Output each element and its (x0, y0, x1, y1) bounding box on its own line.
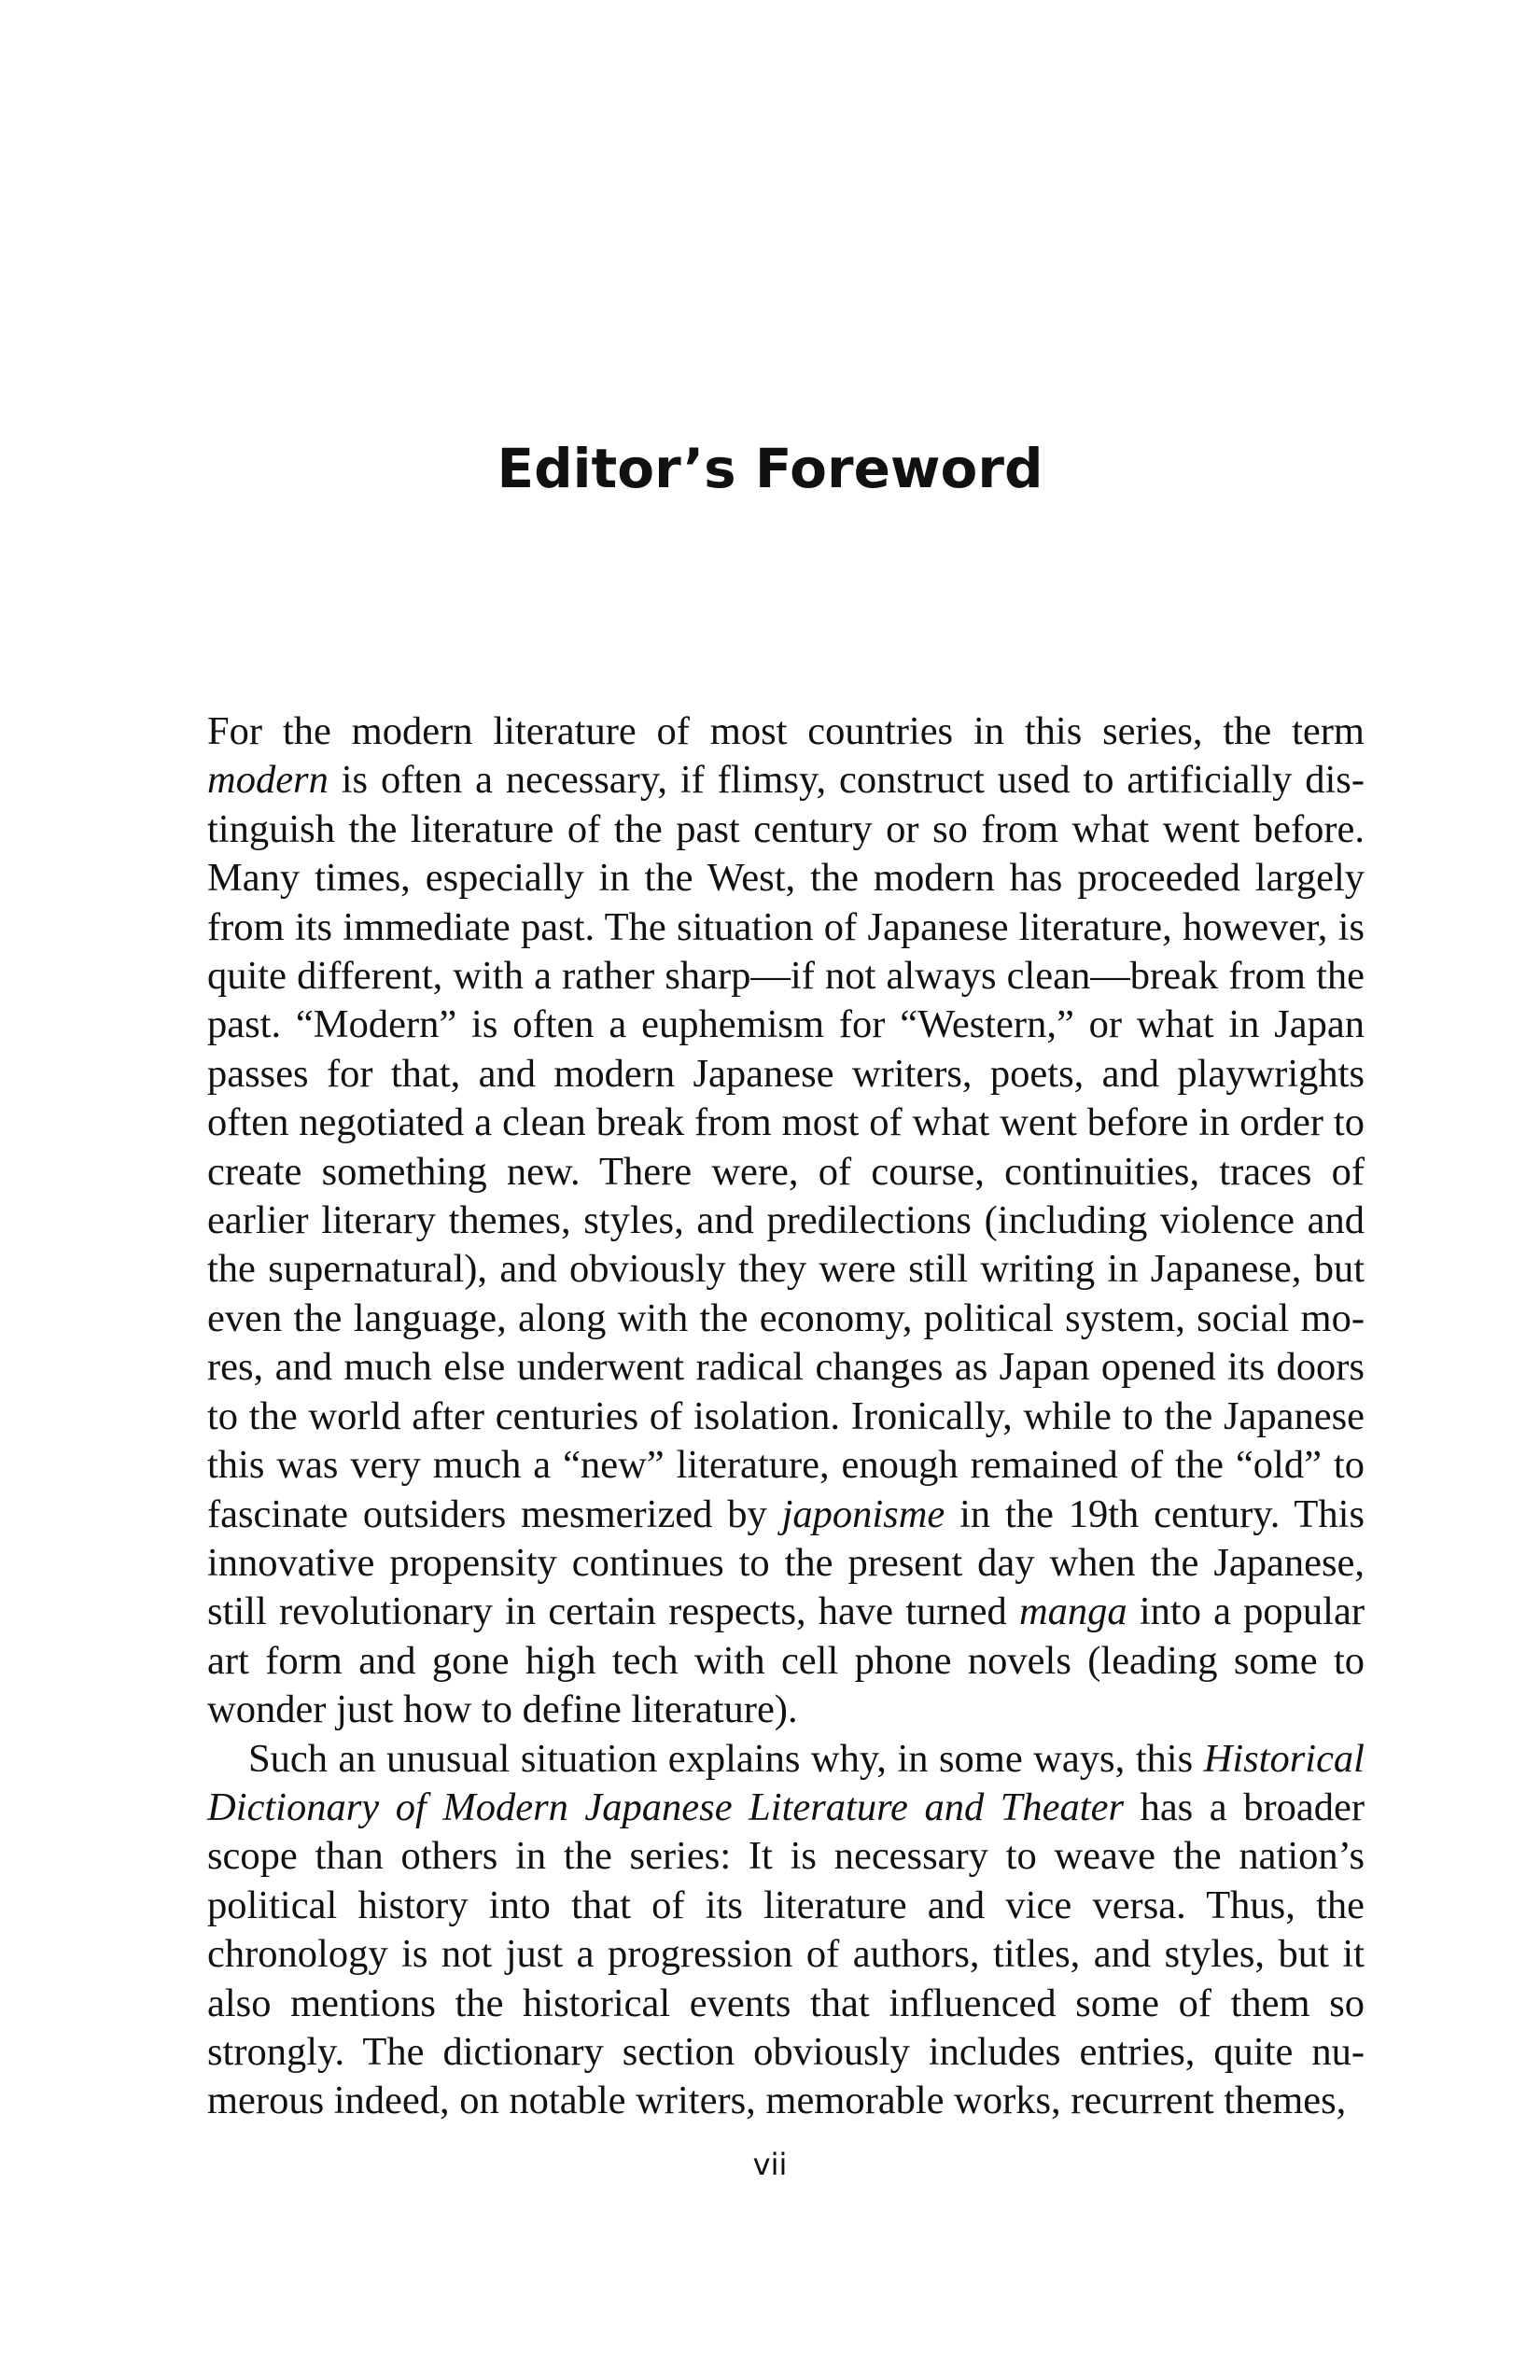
paragraph-2 (207, 1735, 1365, 2126)
text-run: into a popular art form and gone high tech with cell phone novels (leading some to wonder just how to define literature). (207, 1589, 1365, 1732)
italic-text: manga (1018, 1589, 1127, 1634)
text-run: is often a necessary, if flimsy, construct used to artificially distinguish the literature of the past century or so from what went before. Many times, especially in the West, the modern has proceeded largely from its immediate past. The situation of Japanese literature, however, is quite different, with a rather sharp—if not always clean—break from the past. “Modern” is often a euphemism for “Western,” or what in Japan passes for that, and modern Japanese writers, poets, and playwrights often negotiated a clean break from most of what went before in order to create something new. There were, of course, continuities, traces of earlier literary themes, styles, and predilections (including violence and the supernatural), and obviously they were still writing in Japanese, but even the language, along with the economy, political system, social mores, and much else underwent radical changes as Japan opened its doors to the world after centuries of isolation. Ironically, while to the Japanese this was very much a “new” literature, enough remained of the “old” to fascinate outsiders mesmerized by (207, 758, 1365, 1536)
page-title: Editor’s Foreword (497, 437, 1043, 500)
text-run: Such an unusual situation explains why, in some ways, this (248, 1736, 1204, 1781)
italic-text: japonisme (781, 1491, 945, 1536)
text-run: in the 19th century. This innovative propensity continues to the present day when the Japanese, still revolutionary in certain respects, have turned (207, 1491, 1365, 1634)
page-number: vii (752, 2147, 788, 2182)
text-run: has a broader scope than others in the series: It is necessary to weave the nation’s political history into that of its literature and vice versa. Thus, the chronology is not just a progression of authors, titles, and styles, but it also mentions the historical events that influenced some of them so strongly. The dictionary section obviously includes entries, quite numerous indeed, on notable writers, memorable works, recurrent themes, (207, 1785, 1365, 2123)
body-text (207, 707, 1365, 2126)
paragraph-1 (207, 707, 1365, 1735)
italic-text: Historical Dictionary of Modern Japanese Literature and Theater (207, 1736, 1365, 1829)
italic-text: modern (207, 758, 329, 803)
text-run: For the modern literature of most countries in this series, the term (207, 709, 1365, 753)
